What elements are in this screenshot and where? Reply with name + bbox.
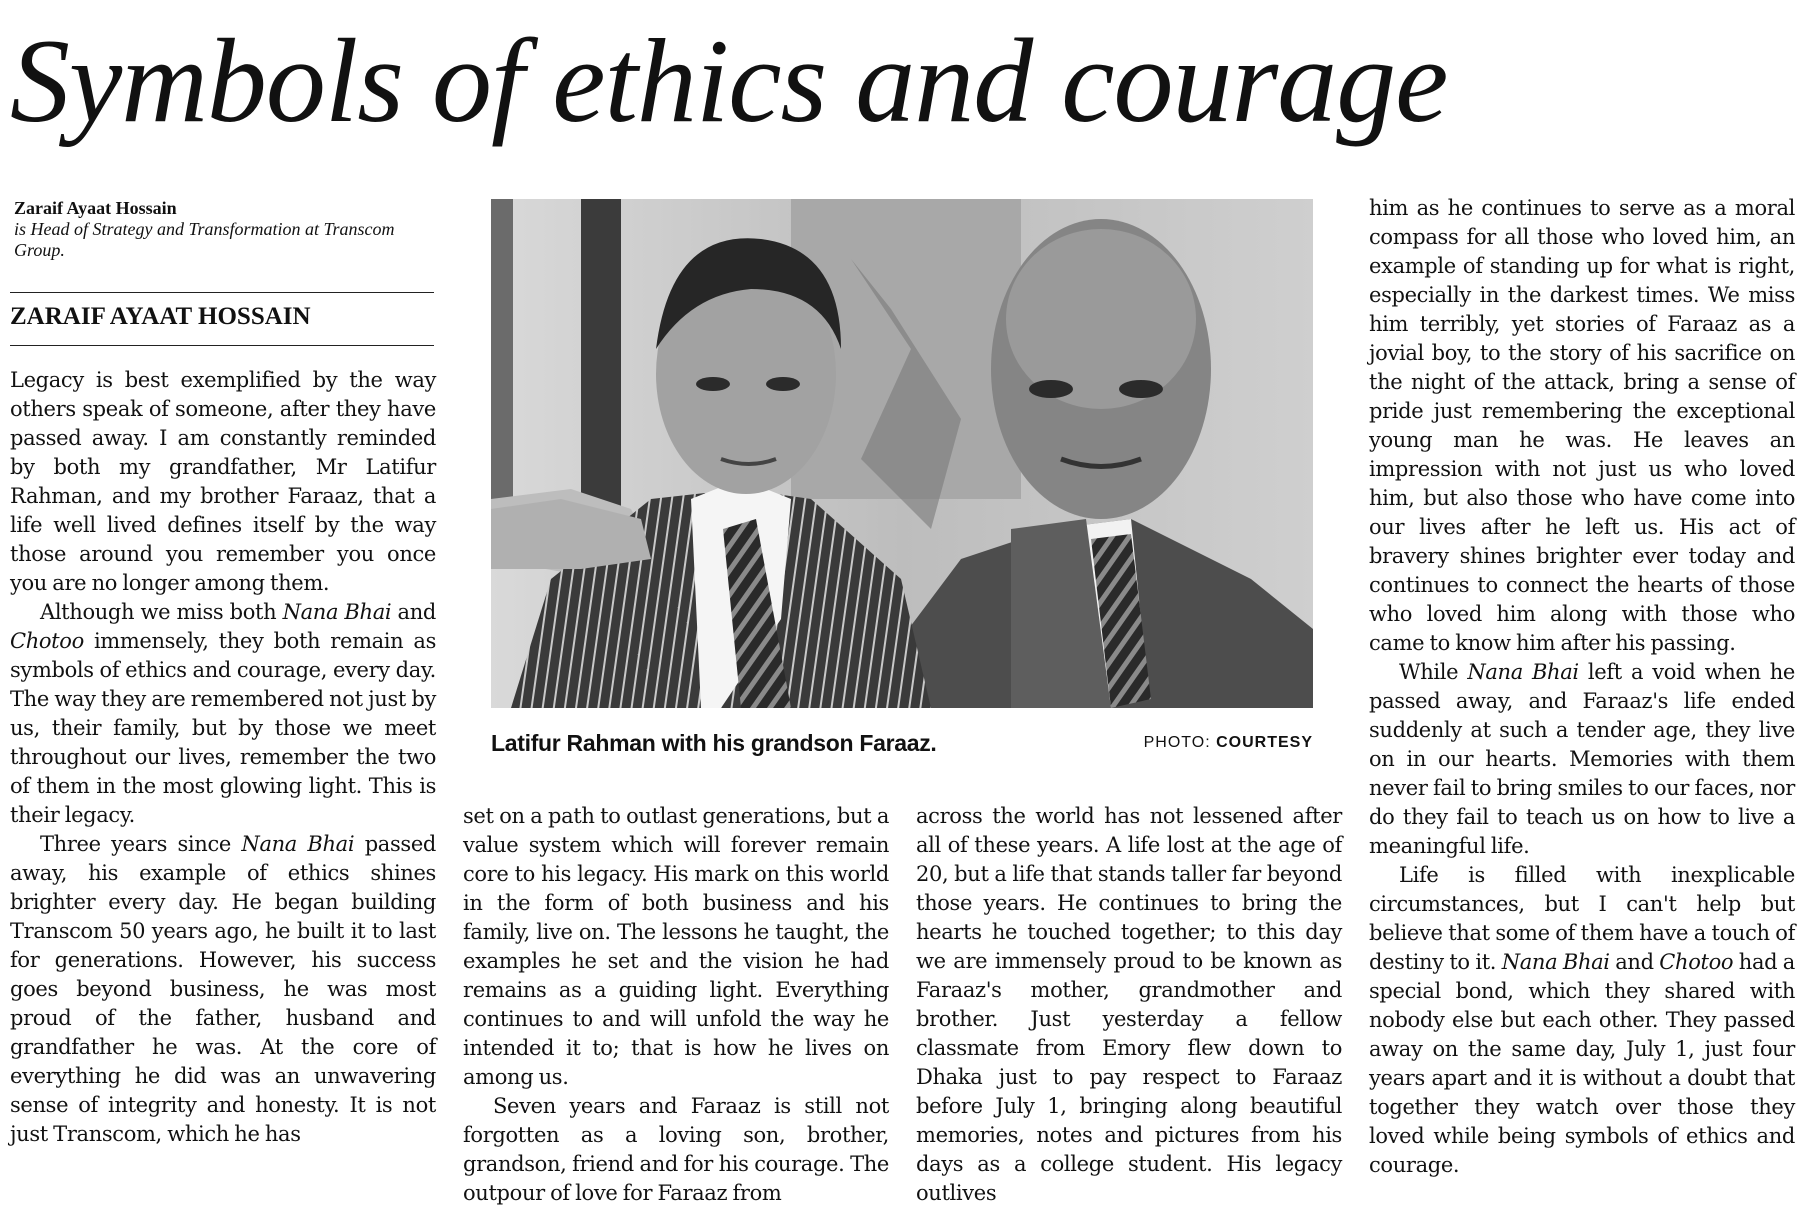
byline-rule-bottom bbox=[10, 345, 434, 346]
photo-credit: PHOTO: COURTESY bbox=[1143, 734, 1313, 751]
column4-paragraph-1: him as he continues to serve as a moral compass for all those who loved him, an example of standing up for what is right, especially in the darkest times. We miss him terribly, yet stories of Faraaz as a jovial boy, to the story of his sacrifice on the night of the attack, bring a sense of pride just remembering the exceptional young man he was. He leaves an impression with not just us who loved him, but also those who have come into our lives after he left us. His act of bravery shines brighter ever today and continues to connect the hearts of those who loved him along with those who came to know him after his passing. bbox=[1369, 196, 1795, 655]
author-bio-name: Zaraif Ayaat Hossain bbox=[14, 198, 177, 218]
article-column-4 bbox=[1369, 194, 1795, 1180]
column1-paragraph-2: Although we miss both Nana Bhai and Chotoo immensely, they both remain as symbols of ethics and courage, every day. The way they are remembered not just by us, their family, but by those we meet throughout our lives, remember the two of them in the most glowing light. This is their legacy. bbox=[10, 600, 436, 827]
column1-paragraph-1: Legacy is best exemplified by the way others speak of someone, after they have passed away. I am constantly reminded by both my grandfather, Mr Latifur Rahman, and my brother Faraaz, that a life well lived defines itself by the way those around you remember you once you are no longer among them. bbox=[10, 368, 436, 595]
column4-paragraph-3: Life is filled with inexplicable circumstances, but I can't help but believe that some of them have a touch of destiny to it. Nana Bhai and Chotoo had a special bond, which they shared with nobody else but each other. They passed away on the same day, July 1, just four years apart and it is without a doubt that together they watch over those they loved while being symbols of ethics and courage. bbox=[1369, 863, 1795, 1177]
article-column-1 bbox=[10, 366, 436, 1149]
article-column-2 bbox=[463, 802, 889, 1208]
byline: ZARAIF AYAAT HOSSAIN bbox=[10, 303, 311, 330]
article-column-3 bbox=[916, 802, 1342, 1208]
author-bio bbox=[14, 198, 434, 261]
author-bio-description: is Head of Strategy and Transformation at Transcom Group. bbox=[14, 219, 395, 260]
column3-paragraph-1: across the world has not lessened after all of these years. A life lost at the age of 20, but a life that stands taller far beyond those years. He continues to bring the hearts he touched together; to this day we are immensely proud to be known as Faraaz's mother, grandmother and brother. Just yesterday a fellow classmate from Emory flew down to Dhaka just to pay respect to Faraaz before July 1, bringing along beautiful memories, notes and pictures from his days as a college student. His legacy outlives bbox=[916, 804, 1342, 1205]
column2-paragraph-1: set on a path to outlast generations, but a value system which will forever remain core to his legacy. His mark on this world in the form of both business and his family, live on. The lessons he taught, the examples he set and the vision he had remains as a guiding light. Everything continues to and will unfold the way he intended it to; that is how he lives on among us. bbox=[463, 804, 889, 1089]
article-photo bbox=[491, 199, 1313, 708]
column2-paragraph-2: Seven years and Faraaz is still not forgotten as a loving son, brother, grandson, friend and for his courage. The outpour of love for Faraaz from bbox=[463, 1094, 889, 1205]
column1-paragraph-3: Three years since Nana Bhai passed away, his example of ethics shines brighter every day. He began building Transcom 50 years ago, he built it to last for generations. However, his success goes beyond business, he was most proud of the father, husband and grandfather he was. At the core of everything he did was an unwavering sense of integrity and honesty. It is not just Transcom, which he has bbox=[10, 832, 436, 1146]
column4-paragraph-2: While Nana Bhai left a void when he passed away, and Faraaz's life ended suddenly at such a tender age, they live on in our hearts. Memories with them never fail to bring smiles to our faces, nor do they fail to teach us on how to live a meaningful life. bbox=[1369, 660, 1795, 858]
byline-rule-top bbox=[10, 292, 434, 293]
headline: Symbols of ethics and courage bbox=[10, 14, 1448, 147]
photo-caption: Latifur Rahman with his grandson Faraaz. bbox=[491, 730, 937, 756]
photo-image bbox=[491, 199, 1313, 708]
